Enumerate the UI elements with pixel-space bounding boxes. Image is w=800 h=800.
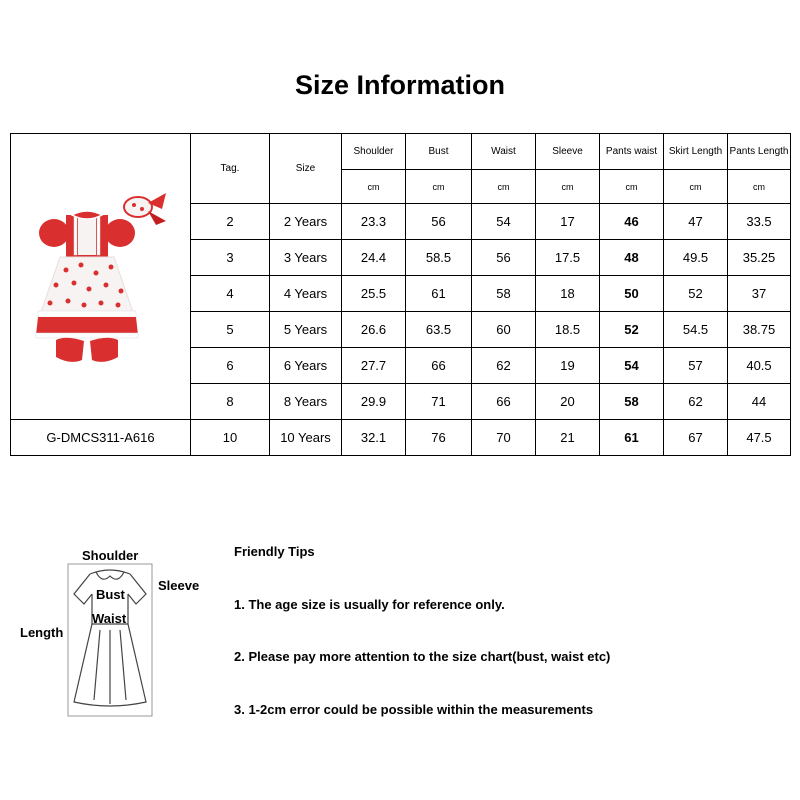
- product-sku: G-DMCS311-A616: [11, 420, 191, 456]
- cell-size: 10 Years: [270, 420, 342, 456]
- cell-pants-length: 37: [728, 276, 791, 312]
- cell-tag: 4: [191, 276, 270, 312]
- length-label: Length: [20, 625, 64, 640]
- cell-sleeve: 17: [536, 204, 600, 240]
- tips-title: Friendly Tips: [234, 544, 315, 559]
- cell-skirt-length: 47: [664, 204, 728, 240]
- col-tag: Tag.: [191, 134, 270, 204]
- cell-tag: 3: [191, 240, 270, 276]
- cell-pants-length: 40.5: [728, 348, 791, 384]
- cell-shoulder: 29.9: [342, 384, 406, 420]
- cell-pants-waist: 46: [600, 204, 664, 240]
- cell-shoulder: 32.1: [342, 420, 406, 456]
- cell-waist: 56: [472, 240, 536, 276]
- sleeve-label: Sleeve: [158, 578, 200, 593]
- cell-size: 2 Years: [270, 204, 342, 240]
- cell-shoulder: 26.6: [342, 312, 406, 348]
- unit-cell: cm: [536, 170, 600, 204]
- col-shoulder: Shoulder: [342, 134, 406, 170]
- col-waist: Waist: [472, 134, 536, 170]
- cell-sleeve: 19: [536, 348, 600, 384]
- size-table: [10, 133, 791, 456]
- unit-cell: cm: [342, 170, 406, 204]
- header-row: [11, 134, 791, 170]
- cell-pants-length: 47.5: [728, 420, 791, 456]
- page-title: Size Information: [294, 70, 505, 100]
- cell-sleeve: 17.5: [536, 240, 600, 276]
- cell-shoulder: 27.7: [342, 348, 406, 384]
- cell-shoulder: 23.3: [342, 204, 406, 240]
- cell-skirt-length: 54.5: [664, 312, 728, 348]
- col-skirt-length: Skirt Length: [664, 134, 728, 170]
- cell-tag: 2: [191, 204, 270, 240]
- cell-pants-length: 33.5: [728, 204, 791, 240]
- col-pants-length: Pants Length: [728, 134, 791, 170]
- cell-skirt-length: 67: [664, 420, 728, 456]
- cell-bust: 66: [406, 348, 472, 384]
- unit-cell: cm: [406, 170, 472, 204]
- unit-cell: cm: [600, 170, 664, 204]
- cell-pants-length: 44: [728, 384, 791, 420]
- cell-bust: 76: [406, 420, 472, 456]
- cell-sleeve: 18: [536, 276, 600, 312]
- table-row: [11, 420, 791, 456]
- cell-pants-waist: 48: [600, 240, 664, 276]
- cell-skirt-length: 52: [664, 276, 728, 312]
- dress-image: [26, 185, 176, 365]
- cell-waist: 70: [472, 420, 536, 456]
- measurement-diagram: [60, 560, 160, 720]
- cell-sleeve: 21: [536, 420, 600, 456]
- cell-size: 8 Years: [270, 384, 342, 420]
- cell-skirt-length: 57: [664, 348, 728, 384]
- cell-tag: 10: [191, 420, 270, 456]
- cell-waist: 54: [472, 204, 536, 240]
- cell-pants-waist: 52: [600, 312, 664, 348]
- cell-pants-length: 35.25: [728, 240, 791, 276]
- headband-icon: [124, 193, 166, 225]
- cell-size: 6 Years: [270, 348, 342, 384]
- cell-pants-waist: 58: [600, 384, 664, 420]
- cell-bust: 63.5: [406, 312, 472, 348]
- cell-waist: 62: [472, 348, 536, 384]
- tip-item: 3. 1-2cm error could be possible within the measurements: [234, 702, 594, 717]
- col-sleeve: Sleeve: [536, 134, 600, 170]
- cell-pants-waist: 54: [600, 348, 664, 384]
- cell-pants-length: 38.75: [728, 312, 791, 348]
- tip-item: 2. Please pay more attention to the size chart(bust, waist etc): [234, 649, 611, 664]
- bust-label: Bust: [96, 587, 125, 602]
- col-pants-waist: Pants waist: [600, 134, 664, 170]
- cell-size: 3 Years: [270, 240, 342, 276]
- cell-tag: 6: [191, 348, 270, 384]
- unit-cell: cm: [728, 170, 791, 204]
- cell-sleeve: 20: [536, 384, 600, 420]
- cell-shoulder: 25.5: [342, 276, 406, 312]
- waist-label: Waist: [92, 611, 127, 626]
- tip-item: 1. The age size is usually for reference only.: [234, 597, 505, 612]
- cell-pants-waist: 61: [600, 420, 664, 456]
- shoulder-label: Shoulder: [82, 548, 139, 563]
- cell-size: 5 Years: [270, 312, 342, 348]
- unit-cell: cm: [664, 170, 728, 204]
- cell-sleeve: 18.5: [536, 312, 600, 348]
- col-size: Size: [270, 134, 342, 204]
- cell-skirt-length: 49.5: [664, 240, 728, 276]
- cell-skirt-length: 62: [664, 384, 728, 420]
- cell-bust: 61: [406, 276, 472, 312]
- cell-waist: 58: [472, 276, 536, 312]
- cell-bust: 56: [406, 204, 472, 240]
- cell-tag: 5: [191, 312, 270, 348]
- col-bust: Bust: [406, 134, 472, 170]
- cell-waist: 66: [472, 384, 536, 420]
- unit-cell: cm: [472, 170, 536, 204]
- product-image-cell: [11, 134, 191, 420]
- cell-waist: 60: [472, 312, 536, 348]
- cell-shoulder: 24.4: [342, 240, 406, 276]
- cell-size: 4 Years: [270, 276, 342, 312]
- cell-pants-waist: 50: [600, 276, 664, 312]
- cell-bust: 58.5: [406, 240, 472, 276]
- cell-tag: 8: [191, 384, 270, 420]
- cell-bust: 71: [406, 384, 472, 420]
